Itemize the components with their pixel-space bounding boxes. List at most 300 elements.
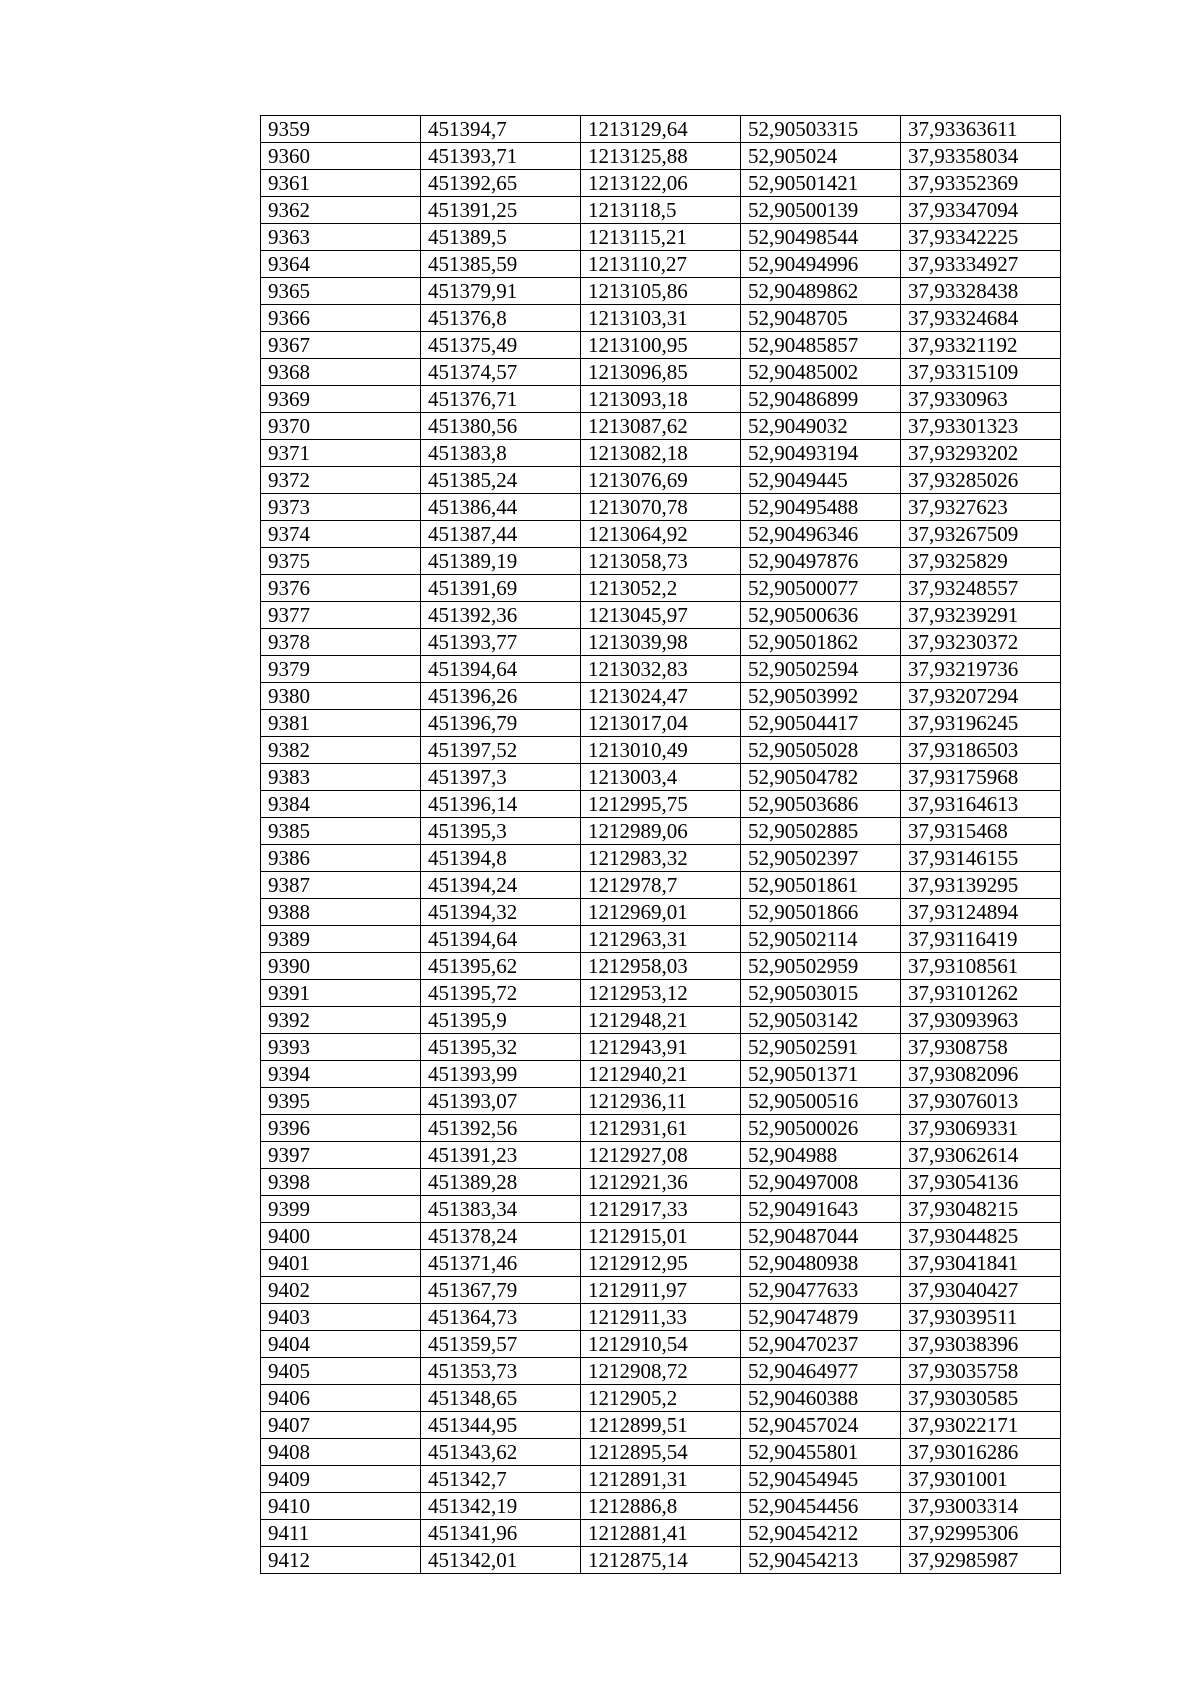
coordinates-table	[260, 115, 1061, 1574]
x-coordinate-cell: 451394,24	[421, 872, 581, 899]
x-coordinate-cell: 451396,79	[421, 710, 581, 737]
x-coordinate-cell: 451394,64	[421, 656, 581, 683]
longitude-cell: 37,93321192	[901, 332, 1061, 359]
y-coordinate-cell: 1213039,98	[581, 629, 741, 656]
point-number-cell: 9364	[261, 251, 421, 278]
latitude-cell: 52,9049445	[741, 467, 901, 494]
point-number-cell: 9384	[261, 791, 421, 818]
table-row	[261, 1412, 1061, 1439]
y-coordinate-cell: 1212905,2	[581, 1385, 741, 1412]
point-number-cell: 9373	[261, 494, 421, 521]
latitude-cell: 52,90500139	[741, 197, 901, 224]
point-number-cell: 9380	[261, 683, 421, 710]
table-row	[261, 386, 1061, 413]
longitude-cell: 37,93164613	[901, 791, 1061, 818]
y-coordinate-cell: 1213003,4	[581, 764, 741, 791]
latitude-cell: 52,90502591	[741, 1034, 901, 1061]
latitude-cell: 52,90503686	[741, 791, 901, 818]
table-row	[261, 791, 1061, 818]
y-coordinate-cell: 1212953,12	[581, 980, 741, 1007]
table-row	[261, 1520, 1061, 1547]
point-number-cell: 9405	[261, 1358, 421, 1385]
point-number-cell: 9404	[261, 1331, 421, 1358]
point-number-cell: 9392	[261, 1007, 421, 1034]
latitude-cell: 52,90500516	[741, 1088, 901, 1115]
table-row	[261, 872, 1061, 899]
latitude-cell: 52,90501866	[741, 899, 901, 926]
y-coordinate-cell: 1213118,5	[581, 197, 741, 224]
latitude-cell: 52,90497008	[741, 1169, 901, 1196]
x-coordinate-cell: 451380,56	[421, 413, 581, 440]
y-coordinate-cell: 1213024,47	[581, 683, 741, 710]
table-row	[261, 845, 1061, 872]
longitude-cell: 37,93035758	[901, 1358, 1061, 1385]
x-coordinate-cell: 451344,95	[421, 1412, 581, 1439]
table-row	[261, 899, 1061, 926]
table-row	[261, 683, 1061, 710]
table-row	[261, 197, 1061, 224]
x-coordinate-cell: 451376,71	[421, 386, 581, 413]
x-coordinate-cell: 451395,32	[421, 1034, 581, 1061]
y-coordinate-cell: 1213087,62	[581, 413, 741, 440]
y-coordinate-cell: 1213103,31	[581, 305, 741, 332]
table-row	[261, 953, 1061, 980]
latitude-cell: 52,9049032	[741, 413, 901, 440]
longitude-cell: 37,93069331	[901, 1115, 1061, 1142]
table-row	[261, 1493, 1061, 1520]
x-coordinate-cell: 451393,77	[421, 629, 581, 656]
y-coordinate-cell: 1212943,91	[581, 1034, 741, 1061]
longitude-cell: 37,93347094	[901, 197, 1061, 224]
y-coordinate-cell: 1213122,06	[581, 170, 741, 197]
point-number-cell: 9399	[261, 1196, 421, 1223]
table-row	[261, 305, 1061, 332]
latitude-cell: 52,90503015	[741, 980, 901, 1007]
point-number-cell: 9408	[261, 1439, 421, 1466]
x-coordinate-cell: 451391,23	[421, 1142, 581, 1169]
table-row	[261, 1061, 1061, 1088]
point-number-cell: 9372	[261, 467, 421, 494]
latitude-cell: 52,90489862	[741, 278, 901, 305]
latitude-cell: 52,90454213	[741, 1547, 901, 1574]
latitude-cell: 52,90503142	[741, 1007, 901, 1034]
latitude-cell: 52,90454945	[741, 1466, 901, 1493]
y-coordinate-cell: 1213058,73	[581, 548, 741, 575]
longitude-cell: 37,93022171	[901, 1412, 1061, 1439]
longitude-cell: 37,93352369	[901, 170, 1061, 197]
x-coordinate-cell: 451394,8	[421, 845, 581, 872]
longitude-cell: 37,93293202	[901, 440, 1061, 467]
point-number-cell: 9386	[261, 845, 421, 872]
table-row	[261, 413, 1061, 440]
point-number-cell: 9360	[261, 143, 421, 170]
point-number-cell: 9379	[261, 656, 421, 683]
longitude-cell: 37,93175968	[901, 764, 1061, 791]
y-coordinate-cell: 1213110,27	[581, 251, 741, 278]
longitude-cell: 37,93186503	[901, 737, 1061, 764]
latitude-cell: 52,90503315	[741, 116, 901, 143]
x-coordinate-cell: 451386,44	[421, 494, 581, 521]
point-number-cell: 9389	[261, 926, 421, 953]
table-row	[261, 170, 1061, 197]
table-row	[261, 1358, 1061, 1385]
x-coordinate-cell: 451385,59	[421, 251, 581, 278]
longitude-cell: 37,9301001	[901, 1466, 1061, 1493]
x-coordinate-cell: 451343,62	[421, 1439, 581, 1466]
table-row	[261, 359, 1061, 386]
y-coordinate-cell: 1213052,2	[581, 575, 741, 602]
x-coordinate-cell: 451389,5	[421, 224, 581, 251]
table-row	[261, 656, 1061, 683]
y-coordinate-cell: 1212899,51	[581, 1412, 741, 1439]
longitude-cell: 37,93358034	[901, 143, 1061, 170]
x-coordinate-cell: 451342,7	[421, 1466, 581, 1493]
latitude-cell: 52,9048705	[741, 305, 901, 332]
y-coordinate-cell: 1212948,21	[581, 1007, 741, 1034]
latitude-cell: 52,90504417	[741, 710, 901, 737]
y-coordinate-cell: 1212983,32	[581, 845, 741, 872]
y-coordinate-cell: 1213100,95	[581, 332, 741, 359]
point-number-cell: 9363	[261, 224, 421, 251]
latitude-cell: 52,90495488	[741, 494, 901, 521]
y-coordinate-cell: 1212895,54	[581, 1439, 741, 1466]
y-coordinate-cell: 1212911,97	[581, 1277, 741, 1304]
table-row	[261, 1196, 1061, 1223]
x-coordinate-cell: 451397,52	[421, 737, 581, 764]
point-number-cell: 9367	[261, 332, 421, 359]
latitude-cell: 52,90470237	[741, 1331, 901, 1358]
x-coordinate-cell: 451375,49	[421, 332, 581, 359]
point-number-cell: 9371	[261, 440, 421, 467]
longitude-cell: 37,93139295	[901, 872, 1061, 899]
x-coordinate-cell: 451392,65	[421, 170, 581, 197]
y-coordinate-cell: 1213076,69	[581, 467, 741, 494]
x-coordinate-cell: 451383,34	[421, 1196, 581, 1223]
longitude-cell: 37,93116419	[901, 926, 1061, 953]
point-number-cell: 9390	[261, 953, 421, 980]
point-number-cell: 9401	[261, 1250, 421, 1277]
point-number-cell: 9388	[261, 899, 421, 926]
point-number-cell: 9391	[261, 980, 421, 1007]
y-coordinate-cell: 1212978,7	[581, 872, 741, 899]
point-number-cell: 9393	[261, 1034, 421, 1061]
y-coordinate-cell: 1213032,83	[581, 656, 741, 683]
latitude-cell: 52,90454212	[741, 1520, 901, 1547]
x-coordinate-cell: 451389,19	[421, 548, 581, 575]
longitude-cell: 37,93016286	[901, 1439, 1061, 1466]
table-row	[261, 1277, 1061, 1304]
latitude-cell: 52,90485857	[741, 332, 901, 359]
longitude-cell: 37,93040427	[901, 1277, 1061, 1304]
longitude-cell: 37,93076013	[901, 1088, 1061, 1115]
x-coordinate-cell: 451393,99	[421, 1061, 581, 1088]
x-coordinate-cell: 451394,32	[421, 899, 581, 926]
y-coordinate-cell: 1213010,49	[581, 737, 741, 764]
point-number-cell: 9407	[261, 1412, 421, 1439]
table-row	[261, 494, 1061, 521]
latitude-cell: 52,90496346	[741, 521, 901, 548]
point-number-cell: 9369	[261, 386, 421, 413]
longitude-cell: 37,93108561	[901, 953, 1061, 980]
longitude-cell: 37,93048215	[901, 1196, 1061, 1223]
point-number-cell: 9403	[261, 1304, 421, 1331]
point-number-cell: 9362	[261, 197, 421, 224]
longitude-cell: 37,93038396	[901, 1331, 1061, 1358]
longitude-cell: 37,92995306	[901, 1520, 1061, 1547]
table-row	[261, 1142, 1061, 1169]
table-row	[261, 1007, 1061, 1034]
longitude-cell: 37,9308758	[901, 1034, 1061, 1061]
table-row	[261, 1250, 1061, 1277]
x-coordinate-cell: 451392,36	[421, 602, 581, 629]
longitude-cell: 37,9315468	[901, 818, 1061, 845]
x-coordinate-cell: 451396,26	[421, 683, 581, 710]
y-coordinate-cell: 1212917,33	[581, 1196, 741, 1223]
latitude-cell: 52,90480938	[741, 1250, 901, 1277]
point-number-cell: 9410	[261, 1493, 421, 1520]
latitude-cell: 52,90494996	[741, 251, 901, 278]
latitude-cell: 52,90486899	[741, 386, 901, 413]
point-number-cell: 9385	[261, 818, 421, 845]
coordinates-table-body	[261, 116, 1061, 1574]
table-row	[261, 1223, 1061, 1250]
x-coordinate-cell: 451395,72	[421, 980, 581, 1007]
point-number-cell: 9365	[261, 278, 421, 305]
longitude-cell: 37,93248557	[901, 575, 1061, 602]
point-number-cell: 9387	[261, 872, 421, 899]
y-coordinate-cell: 1212908,72	[581, 1358, 741, 1385]
y-coordinate-cell: 1213045,97	[581, 602, 741, 629]
table-row	[261, 467, 1061, 494]
point-number-cell: 9412	[261, 1547, 421, 1574]
y-coordinate-cell: 1213115,21	[581, 224, 741, 251]
table-row	[261, 224, 1061, 251]
y-coordinate-cell: 1213093,18	[581, 386, 741, 413]
longitude-cell: 37,93030585	[901, 1385, 1061, 1412]
y-coordinate-cell: 1213096,85	[581, 359, 741, 386]
x-coordinate-cell: 451395,9	[421, 1007, 581, 1034]
point-number-cell: 9400	[261, 1223, 421, 1250]
point-number-cell: 9378	[261, 629, 421, 656]
latitude-cell: 52,90487044	[741, 1223, 901, 1250]
latitude-cell: 52,90500636	[741, 602, 901, 629]
y-coordinate-cell: 1212886,8	[581, 1493, 741, 1520]
latitude-cell: 52,90485002	[741, 359, 901, 386]
table-row	[261, 980, 1061, 1007]
latitude-cell: 52,90502885	[741, 818, 901, 845]
y-coordinate-cell: 1212915,01	[581, 1223, 741, 1250]
latitude-cell: 52,90502959	[741, 953, 901, 980]
latitude-cell: 52,90501862	[741, 629, 901, 656]
table-row	[261, 332, 1061, 359]
latitude-cell: 52,90500026	[741, 1115, 901, 1142]
y-coordinate-cell: 1212891,31	[581, 1466, 741, 1493]
longitude-cell: 37,93285026	[901, 467, 1061, 494]
table-row	[261, 116, 1061, 143]
point-number-cell: 9359	[261, 116, 421, 143]
x-coordinate-cell: 451376,8	[421, 305, 581, 332]
latitude-cell: 52,90457024	[741, 1412, 901, 1439]
x-coordinate-cell: 451391,25	[421, 197, 581, 224]
x-coordinate-cell: 451393,07	[421, 1088, 581, 1115]
table-row	[261, 1439, 1061, 1466]
longitude-cell: 37,93082096	[901, 1061, 1061, 1088]
longitude-cell: 37,93041841	[901, 1250, 1061, 1277]
longitude-cell: 37,93093963	[901, 1007, 1061, 1034]
longitude-cell: 37,93315109	[901, 359, 1061, 386]
point-number-cell: 9381	[261, 710, 421, 737]
point-number-cell: 9411	[261, 1520, 421, 1547]
longitude-cell: 37,93062614	[901, 1142, 1061, 1169]
longitude-cell: 37,93267509	[901, 521, 1061, 548]
x-coordinate-cell: 451342,01	[421, 1547, 581, 1574]
point-number-cell: 9406	[261, 1385, 421, 1412]
y-coordinate-cell: 1212989,06	[581, 818, 741, 845]
latitude-cell: 52,90501371	[741, 1061, 901, 1088]
longitude-cell: 37,93101262	[901, 980, 1061, 1007]
table-row	[261, 710, 1061, 737]
longitude-cell: 37,93219736	[901, 656, 1061, 683]
table-row	[261, 1331, 1061, 1358]
longitude-cell: 37,93044825	[901, 1223, 1061, 1250]
latitude-cell: 52,90491643	[741, 1196, 901, 1223]
latitude-cell: 52,904988	[741, 1142, 901, 1169]
y-coordinate-cell: 1212910,54	[581, 1331, 741, 1358]
point-number-cell: 9377	[261, 602, 421, 629]
point-number-cell: 9370	[261, 413, 421, 440]
x-coordinate-cell: 451383,8	[421, 440, 581, 467]
y-coordinate-cell: 1212921,36	[581, 1169, 741, 1196]
latitude-cell: 52,905024	[741, 143, 901, 170]
table-row	[261, 575, 1061, 602]
point-number-cell: 9366	[261, 305, 421, 332]
table-row	[261, 629, 1061, 656]
y-coordinate-cell: 1212881,41	[581, 1520, 741, 1547]
table-row	[261, 440, 1061, 467]
x-coordinate-cell: 451379,91	[421, 278, 581, 305]
longitude-cell: 37,93301323	[901, 413, 1061, 440]
latitude-cell: 52,90455801	[741, 1439, 901, 1466]
y-coordinate-cell: 1212927,08	[581, 1142, 741, 1169]
longitude-cell: 37,9327623	[901, 494, 1061, 521]
y-coordinate-cell: 1212940,21	[581, 1061, 741, 1088]
x-coordinate-cell: 451395,62	[421, 953, 581, 980]
y-coordinate-cell: 1212995,75	[581, 791, 741, 818]
longitude-cell: 37,93239291	[901, 602, 1061, 629]
y-coordinate-cell: 1212912,95	[581, 1250, 741, 1277]
y-coordinate-cell: 1213064,92	[581, 521, 741, 548]
longitude-cell: 37,93003314	[901, 1493, 1061, 1520]
table-row	[261, 521, 1061, 548]
longitude-cell: 37,93324684	[901, 305, 1061, 332]
longitude-cell: 37,93146155	[901, 845, 1061, 872]
longitude-cell: 37,9325829	[901, 548, 1061, 575]
longitude-cell: 37,92985987	[901, 1547, 1061, 1574]
longitude-cell: 37,93342225	[901, 224, 1061, 251]
table-row	[261, 278, 1061, 305]
table-row	[261, 764, 1061, 791]
table-row	[261, 926, 1061, 953]
x-coordinate-cell: 451394,64	[421, 926, 581, 953]
latitude-cell: 52,90474879	[741, 1304, 901, 1331]
latitude-cell: 52,90477633	[741, 1277, 901, 1304]
x-coordinate-cell: 451378,24	[421, 1223, 581, 1250]
y-coordinate-cell: 1212911,33	[581, 1304, 741, 1331]
latitude-cell: 52,90502594	[741, 656, 901, 683]
x-coordinate-cell: 451387,44	[421, 521, 581, 548]
table-row	[261, 1088, 1061, 1115]
x-coordinate-cell: 451396,14	[421, 791, 581, 818]
latitude-cell: 52,90454456	[741, 1493, 901, 1520]
longitude-cell: 37,93196245	[901, 710, 1061, 737]
table-row	[261, 1115, 1061, 1142]
x-coordinate-cell: 451359,57	[421, 1331, 581, 1358]
x-coordinate-cell: 451353,73	[421, 1358, 581, 1385]
latitude-cell: 52,90505028	[741, 737, 901, 764]
y-coordinate-cell: 1212931,61	[581, 1115, 741, 1142]
point-number-cell: 9395	[261, 1088, 421, 1115]
point-number-cell: 9368	[261, 359, 421, 386]
y-coordinate-cell: 1213082,18	[581, 440, 741, 467]
x-coordinate-cell: 451342,19	[421, 1493, 581, 1520]
latitude-cell: 52,90501861	[741, 872, 901, 899]
latitude-cell: 52,90501421	[741, 170, 901, 197]
latitude-cell: 52,90460388	[741, 1385, 901, 1412]
longitude-cell: 37,93230372	[901, 629, 1061, 656]
longitude-cell: 37,93124894	[901, 899, 1061, 926]
longitude-cell: 37,93207294	[901, 683, 1061, 710]
y-coordinate-cell: 1212963,31	[581, 926, 741, 953]
y-coordinate-cell: 1212958,03	[581, 953, 741, 980]
latitude-cell: 52,90493194	[741, 440, 901, 467]
table-row	[261, 1034, 1061, 1061]
document-page	[260, 115, 1061, 1574]
x-coordinate-cell: 451341,96	[421, 1520, 581, 1547]
table-row	[261, 818, 1061, 845]
y-coordinate-cell: 1213105,86	[581, 278, 741, 305]
point-number-cell: 9397	[261, 1142, 421, 1169]
table-row	[261, 1547, 1061, 1574]
y-coordinate-cell: 1213129,64	[581, 116, 741, 143]
x-coordinate-cell: 451385,24	[421, 467, 581, 494]
x-coordinate-cell: 451393,71	[421, 143, 581, 170]
y-coordinate-cell: 1212969,01	[581, 899, 741, 926]
point-number-cell: 9361	[261, 170, 421, 197]
x-coordinate-cell: 451397,3	[421, 764, 581, 791]
latitude-cell: 52,90502397	[741, 845, 901, 872]
point-number-cell: 9398	[261, 1169, 421, 1196]
x-coordinate-cell: 451395,3	[421, 818, 581, 845]
x-coordinate-cell: 451391,69	[421, 575, 581, 602]
table-row	[261, 1466, 1061, 1493]
x-coordinate-cell: 451364,73	[421, 1304, 581, 1331]
longitude-cell: 37,93054136	[901, 1169, 1061, 1196]
point-number-cell: 9402	[261, 1277, 421, 1304]
x-coordinate-cell: 451371,46	[421, 1250, 581, 1277]
longitude-cell: 37,93328438	[901, 278, 1061, 305]
y-coordinate-cell: 1213125,88	[581, 143, 741, 170]
point-number-cell: 9376	[261, 575, 421, 602]
point-number-cell: 9382	[261, 737, 421, 764]
y-coordinate-cell: 1212936,11	[581, 1088, 741, 1115]
point-number-cell: 9394	[261, 1061, 421, 1088]
x-coordinate-cell: 451367,79	[421, 1277, 581, 1304]
longitude-cell: 37,93039511	[901, 1304, 1061, 1331]
table-row	[261, 251, 1061, 278]
point-number-cell: 9409	[261, 1466, 421, 1493]
x-coordinate-cell: 451392,56	[421, 1115, 581, 1142]
table-row	[261, 1385, 1061, 1412]
